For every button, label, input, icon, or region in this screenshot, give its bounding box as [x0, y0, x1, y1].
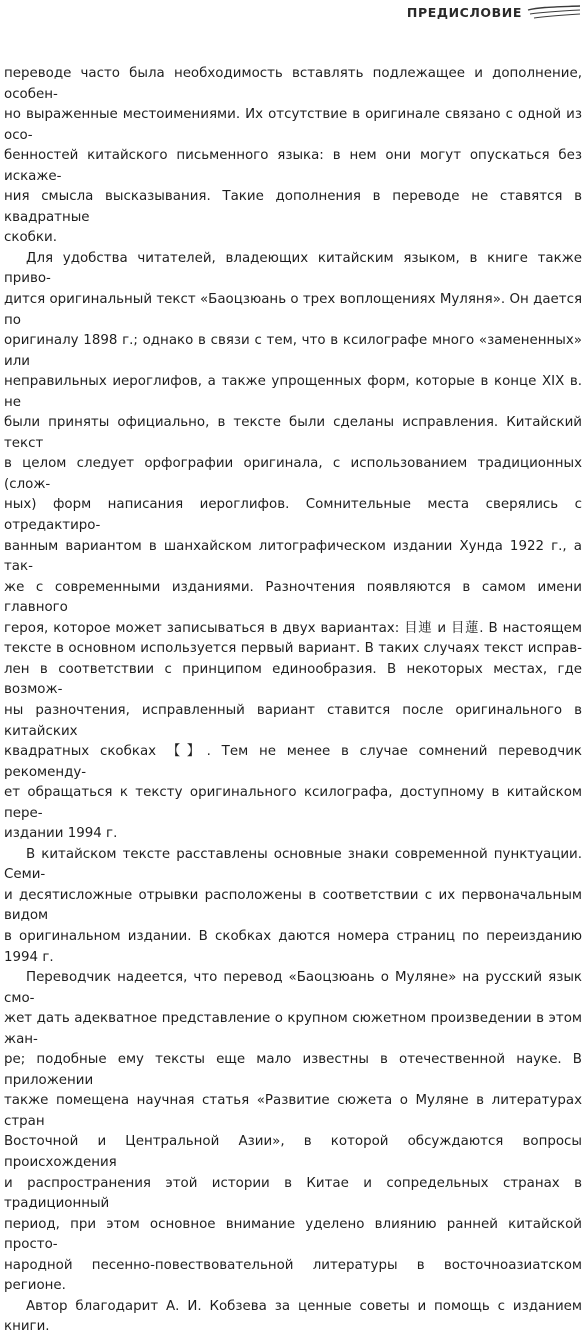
text-line: в целом следует орфографии оригинала, с использованием традиционных (слож- — [4, 456, 582, 492]
text-line: лен в соответствии с принципом единообразия. В некоторых местах, где возмож- — [4, 661, 582, 698]
text-line: ных) форм написания иероглифов. Сомнительные места сверялись с отредактиро- — [4, 497, 582, 534]
text-line: скобки. — [4, 230, 57, 246]
text-line: также помещена научная статья «Развитие сюжета о Муляне в литературах стран — [4, 1093, 582, 1129]
text-line: квадратных скобках 【】. Тем не менее в случае сомнений переводчик рекоменду- — [4, 744, 582, 780]
text-line: жет дать адекватное представление о крупном сюжетном произведении в этом жан- — [4, 1011, 582, 1047]
running-header-title: ПРЕДИСЛОВИЕ — [406, 5, 522, 20]
body-text — [4, 64, 582, 1338]
text-line: героя, которое может записываться в двух вариантах: 目連 и 目蓮. В настоящем — [4, 620, 582, 636]
text-line: издании 1994 г. — [4, 826, 118, 842]
text-line: ре; подобные ему тексты еще мало известны в отечественной науке. В приложении — [4, 1052, 582, 1088]
text-line: Для удобства читателей, владеющих китайским языком, в книге также приво- — [4, 250, 582, 287]
text-line: В китайском тексте расставлены основные знаки современной пунктуации. Семи- — [4, 846, 582, 883]
text-line: ванным вариантом в шанхайском литографическом издании Хунда 1922 г., а так- — [4, 538, 582, 575]
text-line: бенностей китайского письменного языка: в нем они могут опускаться без искаже- — [4, 148, 582, 184]
text-line: были приняты официально, в тексте были сделаны исправления. Китайский текст — [4, 415, 582, 451]
text-line: ет обращаться к тексту оригинального ксилографа, доступному в китайском пере- — [4, 785, 582, 821]
text-line: Переводчик надеется, что перевод «Баоцзюань о Муляне» на русский язык смо- — [4, 970, 582, 1006]
text-line: оригиналу 1898 г.; однако в связи с тем, что в ксилографе много «замененных» или — [4, 333, 582, 369]
running-header — [407, 4, 582, 22]
text-line: переводе часто была необходимость вставлять подлежащее и дополнение, особен- — [4, 66, 582, 102]
text-line: тексте в основном используется первый вариант. В таких случаях текст исправ- — [4, 641, 582, 657]
text-line: неправильных иероглифов, а также упрощенных форм, которые в конце XIX в. не — [4, 374, 582, 410]
text-line: в оригинальном издании. В скобках даются номера страниц по переизданию 1994 г. — [4, 928, 582, 965]
text-line: Автор благодарит А. И. Кобзева за ценные советы и помощь с изданием книги. — [4, 1298, 582, 1335]
text-line: же с современными изданиями. Разночтения появляются в самом имени главного — [4, 579, 582, 616]
text-line: но выраженные местоимениями. Их отсутствие в оригинале связано с одной из осо- — [4, 107, 582, 143]
text-line: ния смысла высказывания. Такие дополнения в переводе не ставятся в квадратные — [4, 189, 582, 225]
text-line: и десятисложные отрывки расположены в соответствии с их первоначальным видом — [4, 887, 582, 924]
text-line: Восточной и Центральной Азии», в которой обсуждаются вопросы происхождения — [4, 1134, 582, 1170]
text-line: народной песенно-повествовательной литературы в восточноазиатском регионе. — [4, 1257, 582, 1294]
ornament-swash-icon — [526, 4, 582, 22]
text-line: период, при этом основное внимание уделено влиянию ранней китайской просто- — [4, 1216, 582, 1253]
text-line: ны разночтения, исправленный вариант ставится после оригинального в китайских — [4, 702, 582, 739]
text-line: и распространения этой истории в Китае и сопредельных странах в традиционный — [4, 1175, 582, 1212]
text-line: дится оригинальный текст «Баоцзюань о трех воплощениях Муляня». Он дается по — [4, 292, 582, 328]
